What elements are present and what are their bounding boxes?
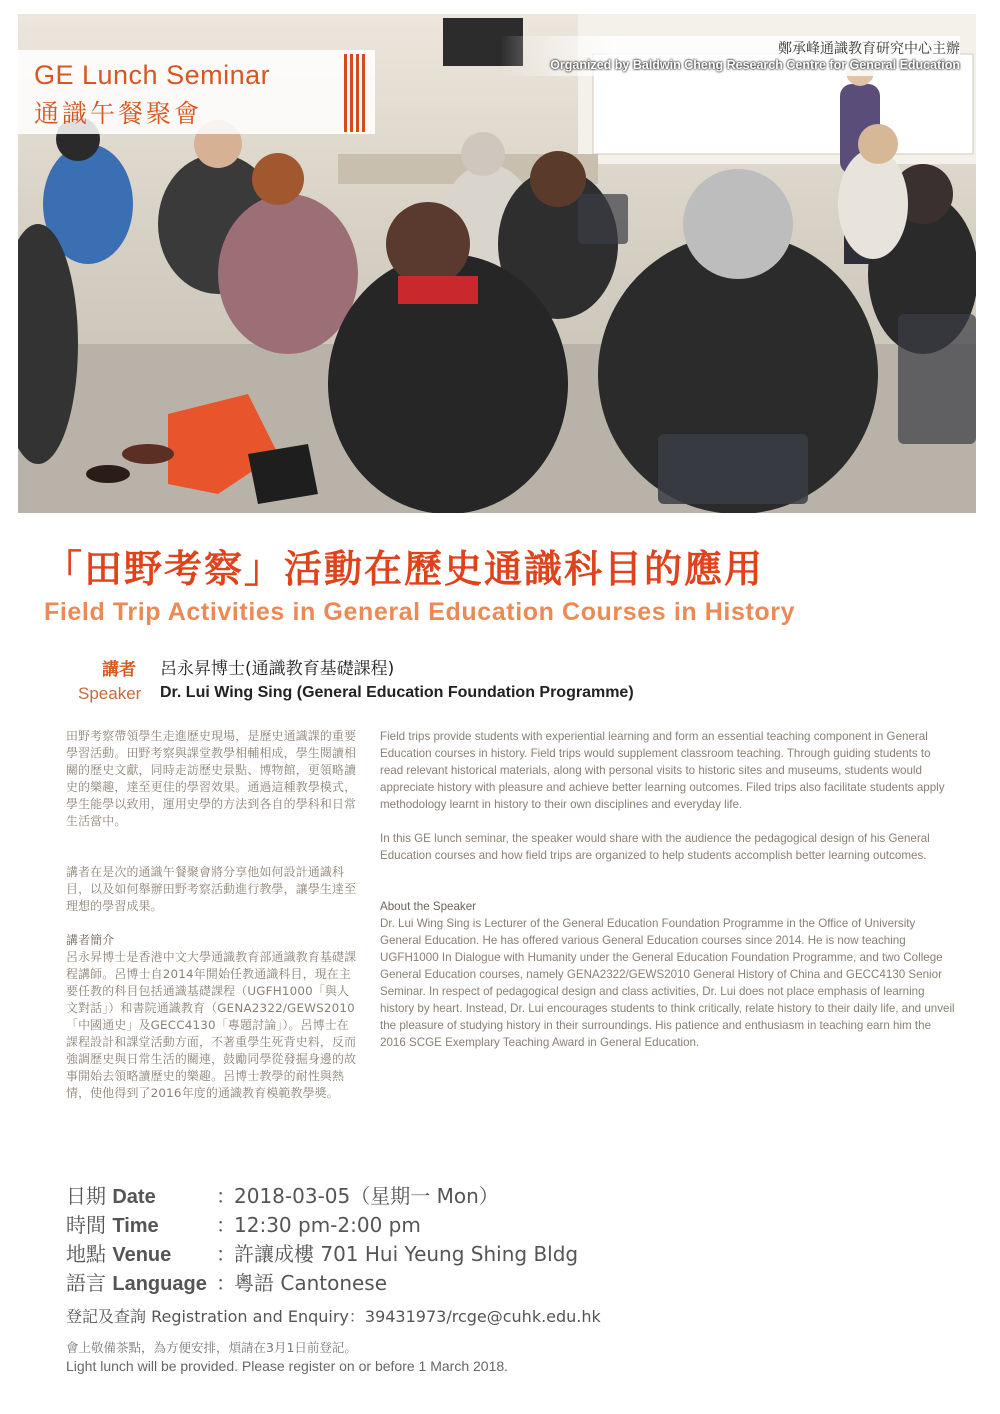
language-value: 粵語 Cantonese [234, 1271, 388, 1295]
time-label-zh: 時間 [66, 1213, 106, 1237]
detail-time [66, 1209, 421, 1238]
venue-value: 許讓成樓 701 Hui Yeung Shing Bldg [234, 1242, 579, 1266]
language-label-en: Language [112, 1273, 207, 1295]
abstract-zh-p2: 講者在是次的通識午餐聚會將分享他如何設計通識科目，以及如何舉辦田野考察活動進行教學，讓學生達至理想的學習成果。 [66, 865, 357, 913]
detail-venue [66, 1238, 578, 1267]
speaker-name-en: Dr. Lui Wing Sing (General Education Foundation Programme) [160, 684, 634, 701]
colon: ： [216, 1271, 236, 1295]
abstract-en [380, 728, 956, 1051]
speaker-label-zh: 講者 [102, 660, 136, 680]
abstract-zh-p1: 田野考察帶領學生走進歷史現場，是歷史通識課的重要學習活動。田野考察與課堂教學相輔相成，學生閱讀相關的歷史文獻，同時走訪歷史景點、博物館，更領略讀史的樂趣，達至更佳的學習效果。通過這種教學模式，學生能學以致用，運用史學的方法到各自的學科和日常生活當中。 [66, 729, 357, 828]
note-en: Light lunch will be provided. Please register on or before 1 March 2018. [66, 1358, 509, 1374]
organizer-zh: 鄭承峰通識教育研究中心主辦 [778, 41, 960, 57]
date-label-zh: 日期 [66, 1184, 106, 1208]
colon: ： [216, 1213, 236, 1237]
bio-en: Dr. Lui Wing Sing is Lecturer of the General Education Foundation Programme in the Office of University General Education. He has offered various General Education courses since 2014. He is now teaching UGFH1000 In Dialogue with Humanity under the General Education Foundation Programme, and two College General Education courses, namely GENA2322/GEWS2010 General History of China and GECC4130 Senior Seminar. In respect of pedagogical design and class activities, Dr. Lui does not place emphasis of learning history by heart. Instead, Dr. Lui encourages students to think critically, relate history to their daily life, and unveil the pleasure of studying history in their surroundings. His patience and enthusiasm in teaching earn him the 2016 SCGE Exemplary Teaching Award in General Education. [380, 917, 955, 1049]
time-value: 12:30 pm-2:00 pm [234, 1213, 421, 1237]
stripe-decoration [344, 54, 366, 132]
time-label-en: Time [112, 1215, 159, 1237]
colon: ： [216, 1184, 236, 1208]
venue-label-zh: 地點 [66, 1242, 106, 1266]
abstract-zh [66, 728, 358, 1102]
series-title-zh: 通識午餐聚會 [34, 99, 203, 128]
venue-label-en: Venue [112, 1244, 172, 1266]
organizer-en: Organized by Baldwin Cheng Research Centre for General Education [550, 58, 960, 72]
speaker-label-en: Speaker [78, 684, 142, 703]
bio-heading-en: About the Speaker [380, 900, 477, 913]
bio-zh: 呂永昇博士是香港中文大學通識教育部通識教育基礎課程講師。呂博士自2014年開始任教通識科目，現在主要任教的科目包括通識基礎課程（UGFH1000「與人文對話」）和書院通識教育（GENA2322/GEWS2010「中國通史」及GECC4130「專題討論」）。呂博士在課程設計和課堂活動方面，不著重學生死背史料，反而強調歷史與日常生活的關連，鼓勵同學從發掘身邊的故事開始去領略讀歷史的樂趣。呂博士教學的耐性與熱情，使他得到了2016年度的通識教育模範教學獎。 [66, 950, 357, 1100]
abstract-en-p1: Field trips provide students with experiential learning and form an essential teaching component in General Education courses in history. Field trips would supplement classroom teaching. Through guiding students to read relevant historical materials, along with personal visits to historic sites and museums, students would appreciate history with pleasure and achieve better learning outcomes. Filed trips also facilitate students apply methodology learnt in history to their own disciplines and everyday life. [380, 730, 945, 811]
series-title-en: GE Lunch Seminar [34, 60, 271, 90]
speaker-name-zh: 呂永昇博士(通識教育基礎課程) [160, 659, 395, 679]
bio-heading-zh: 講者簡介 [66, 933, 115, 947]
date-label-en: Date [112, 1186, 156, 1208]
abstract-en-p2: In this GE lunch seminar, the speaker would share with the audience the pedagogical design of his General Education courses and how field trips are organized to help students accomplish better learning outcomes. [380, 832, 930, 862]
language-label-zh: 語言 [66, 1271, 106, 1295]
detail-date [66, 1180, 499, 1209]
colon: ： [216, 1242, 236, 1266]
registration-info: 登記及查詢 Registration and Enquiry：39431973/rcge@cuhk.edu.hk [66, 1307, 601, 1326]
date-value: 2018-03-05（星期一 Mon） [234, 1184, 499, 1208]
note-zh: 會上敬備茶點，為方便安排，煩請在3月1日前登記。 [66, 1340, 357, 1355]
series-badge [18, 50, 375, 134]
seminar-title-en: Field Trip Activities in General Education Courses in History [44, 598, 796, 626]
seminar-title-zh: 「田野考察」活動在歷史通識科目的應用 [44, 547, 765, 591]
detail-language [66, 1267, 387, 1296]
organizer-block [500, 36, 960, 76]
